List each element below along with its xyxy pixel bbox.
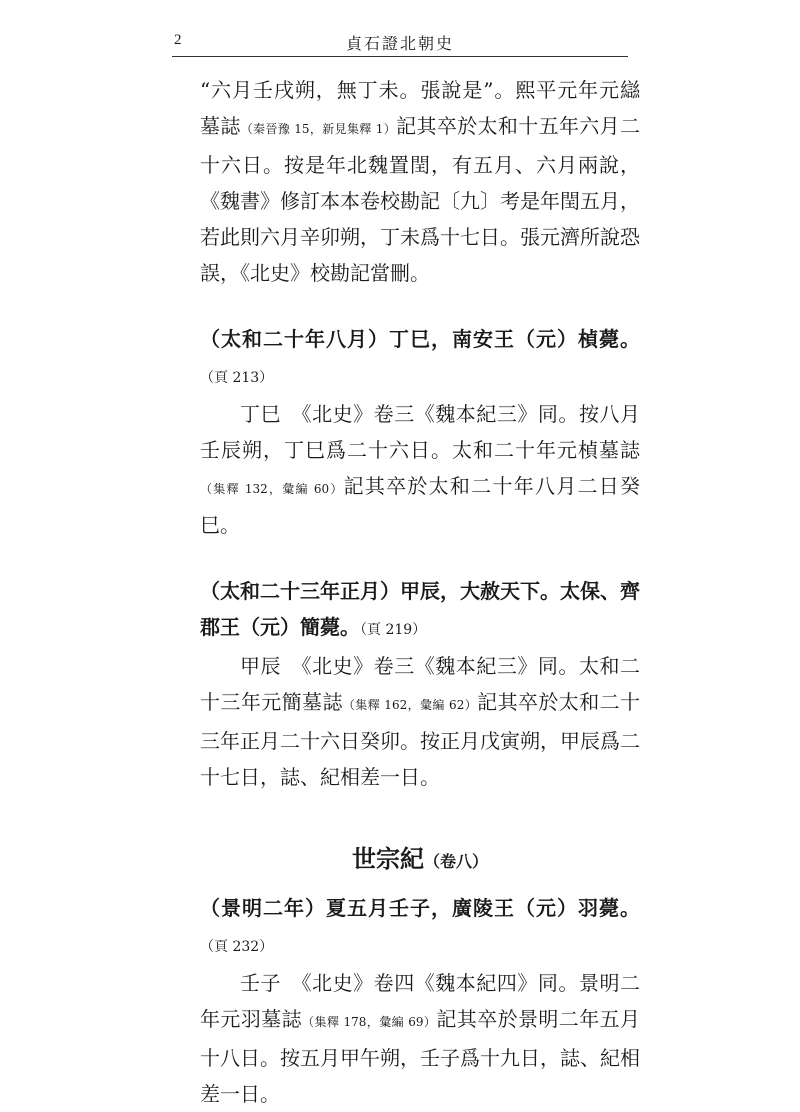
intro-paragraph (200, 72, 640, 291)
entry-1-commentary (200, 396, 640, 543)
page-header (172, 28, 628, 58)
intro-text-2: 記其卒於太和十五年六月二十六日。按是年北魏置閏，有五月、六月兩說，《魏書》修訂本本卷校勘記〔九〕考是年閏五月，若此則六月辛卯朔，丁未爲十七日。張元濟所說恐誤，《北史》校勘記當刪。 (200, 114, 640, 285)
spacer (200, 543, 640, 573)
entry-2-commentary (200, 648, 640, 795)
intro-text-1: “六月壬戌朔，無丁未。張說是”。熙平元年元䜌墓誌 (200, 78, 640, 138)
section-subtitle: （卷八） (423, 852, 488, 871)
entry-3-text-1: 壬子 《北史》卷四《魏本紀四》同。景明二年元羽墓誌 (200, 971, 640, 1031)
header-rule (172, 56, 628, 57)
entry-1-text-2: 記其卒於太和二十年八月二日癸巳。 (200, 474, 640, 537)
entry-3-text-2: 記其卒於景明二年五月十八日。按五月甲午朔，壬子爲十九日，誌、紀相差一日。 (200, 1007, 641, 1106)
entry-1-heading-text: （太和二十年八月）丁巳，南安王（元）楨薨。 (200, 327, 640, 351)
page-number: 2 (174, 32, 182, 48)
spacer (200, 291, 640, 321)
entry-2-page-ref: （頁 219） (360, 622, 427, 638)
entry-2-text-1: 甲辰 《北史》卷三《魏本紀三》同。太和二十三年元簡墓誌 (200, 654, 640, 714)
section-title (200, 839, 640, 882)
spacer (200, 795, 640, 839)
entry-1-text-1: 丁巳 《北史》卷三《魏本紀三》同。按八月壬辰朔，丁巳爲二十六日。太和二十年元楨墓誌 (200, 402, 640, 462)
entry-3-commentary (200, 965, 640, 1112)
section-title-text: 世宗紀 (351, 844, 424, 873)
entry-2-heading (200, 573, 640, 648)
entry-3-page-ref: （頁 232） (200, 939, 274, 955)
entry-3-ref: （集釋 178，彙編 69） (302, 1015, 437, 1029)
running-title: 貞石證北朝史 (345, 34, 454, 53)
intro-ref: （秦晉豫 15，新見集釋 1） (240, 122, 397, 136)
entry-3-heading-text: （景明二年）夏五月壬子，廣陵王（元）羽薨。 (200, 896, 640, 920)
entry-2-heading-text: （太和二十三年正月）甲辰，大赦天下。太保、齊郡王（元）簡薨。 (200, 579, 640, 639)
entry-3-heading (200, 890, 640, 965)
entry-2-text-2: 記其卒於太和二十三年正月二十六日癸卯。按正月戊寅朔，甲辰爲二十七日，誌、紀相差一日。 (200, 690, 641, 789)
page-body (200, 72, 640, 1112)
entry-1-heading (200, 321, 640, 396)
entry-1-page-ref: （頁 213） (200, 370, 274, 386)
entry-2-ref: （集釋 162，彙編 62） (342, 698, 478, 712)
entry-1-ref: （集釋 132，彙編 60） (200, 482, 344, 496)
